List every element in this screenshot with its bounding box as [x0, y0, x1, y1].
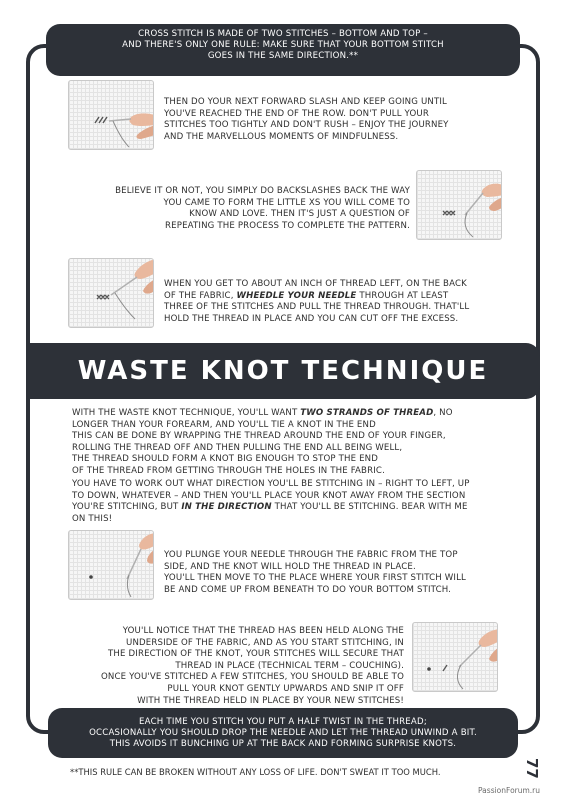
step5-line: PULL YOUR KNOT GENTLY UPWARDS AND SNIP IT OFF	[167, 683, 404, 694]
needle-and-hand-illustration	[69, 259, 154, 328]
intro2-line: TO DOWN, WHATEVER – AND THEN YOU'LL PLACE YOUR KNOT AWAY FROM THE SECTION	[72, 490, 466, 501]
step4-line: SIDE, AND THE KNOT WILL HOLD THE THREAD IN PLACE.	[164, 561, 416, 572]
step1-line: AND THE MARVELLOUS MOMENTS OF MINDFULNESS.	[164, 131, 399, 142]
step5-line: UNDERSIDE OF THE FABRIC, AND AS YOU START STITCHING, IN	[126, 637, 404, 648]
bottom-banner	[48, 708, 518, 758]
intro1-line	[72, 408, 453, 420]
intro-paragraph-1	[72, 408, 453, 478]
intro-paragraph-2	[72, 479, 470, 525]
needle-and-hand-illustration	[69, 81, 154, 150]
page-number: 77	[523, 758, 541, 779]
step3-line: WHEN YOU GET TO ABOUT AN INCH OF THREAD LEFT, ON THE BACK	[164, 279, 467, 289]
step2-line: YOU CAME TO FORM THE LITTLE XS YOU WILL COME TO	[163, 197, 410, 208]
step5-text	[74, 626, 404, 707]
step3-line	[164, 291, 469, 303]
intro2-line: ON THIS!	[72, 513, 113, 524]
intro2-line	[72, 502, 470, 514]
top-banner-line: GOES IN THE SAME DIRECTION.**	[207, 51, 359, 61]
step4-text	[164, 550, 466, 596]
step2-line: BELIEVE IT OR NOT, YOU SIMPLY DO BACKSLASHES BACK THE WAY	[115, 186, 410, 196]
top-banner-line: CROSS STITCH IS MADE OF TWO STITCHES – BOTTOM AND TOP –	[138, 29, 428, 39]
intro1-line: ROLLING THE THREAD OFF AND THEN PULLING THE END ALL BEING WELL,	[72, 442, 403, 453]
intro1-line: OF THE THREAD FROM GETTING THROUGH THE HOLES IN THE FABRIC.	[72, 465, 385, 476]
top-banner	[46, 24, 520, 76]
intro1-line: LONGER THAN YOUR FOREARM, AND YOU'LL TIE A KNOT IN THE END	[72, 419, 376, 430]
step2-line: REPEATING THE PROCESS TO COMPLETE THE PATTERN.	[165, 220, 410, 231]
top-banner-line: AND THERE'S ONLY ONE RULE: MAKE SURE THAT YOUR BOTTOM STITCH	[122, 40, 444, 50]
bottom-banner-line: THIS AVOIDS IT BUNCHING UP AT THE BACK AND FORMING SURPRISE KNOTS.	[109, 739, 457, 749]
step5-line: THREAD IN PLACE (TECHNICAL TERM – COUCHING).	[175, 660, 404, 671]
step3-line-start: OF THE FABRIC,	[164, 290, 237, 301]
step5-line: THE DIRECTION OF THE KNOT, YOUR STITCHES WILL SECURE THAT	[108, 649, 404, 660]
intro1-line: THIS CAN BE DONE BY WRAPPING THE THREAD AROUND THE END OF YOUR FINGER,	[72, 431, 446, 442]
step5-line: ONCE YOU'VE STITCHED A FEW STITCHES, YOU SHOULD BE ABLE TO	[101, 672, 404, 683]
step1-text	[164, 97, 449, 143]
step1-line: STITCHES TOO TIGHTLY AND DON'T RUSH – ENJOY THE JOURNEY	[164, 120, 449, 131]
step3-line: HOLD THE THREAD IN PLACE AND YOU CAN CUT OFF THE EXCESS.	[164, 313, 459, 324]
intro1-line-start: WITH THE WASTE KNOT TECHNIQUE, YOU'LL WANT	[72, 408, 301, 418]
step3-line-end: THROUGH AT LEAST	[356, 290, 449, 301]
bottom-banner-line: EACH TIME YOU STITCH YOU PUT A HALF TWIST IN THE THREAD;	[139, 717, 427, 727]
step1-line: YOU'VE REACHED THE END OF THE ROW. DON'T PULL YOUR	[164, 108, 429, 119]
intro1-line-end: , NO	[433, 408, 453, 418]
intro2-emphasis: IN THE DIRECTION	[181, 502, 272, 513]
step2-photo	[416, 170, 502, 240]
step3-text	[164, 279, 469, 325]
needle-and-hand-illustration	[69, 531, 154, 600]
step4-line: BE AND COME UP FROM BENEATH TO DO YOUR BOTTOM STITCH.	[164, 584, 452, 595]
footnote: **THIS RULE CAN BE BROKEN WITHOUT ANY LOSS OF LIFE. DON'T SWEAT IT TOO MUCH.	[70, 767, 441, 777]
step2-line: KNOW AND LOVE. THEN IT'S JUST A QUESTION OF	[189, 209, 410, 220]
step5-line: WITH THE THREAD HELD IN PLACE BY YOUR NEW STITCHES!	[137, 695, 404, 706]
intro1-emphasis: TWO STRANDS OF THREAD	[300, 408, 434, 418]
step3-emphasis: WHEEDLE YOUR NEEDLE	[236, 290, 357, 301]
intro2-line-start: YOU'RE STITCHING, BUT	[72, 502, 182, 513]
intro2-line-end: THAT YOU'LL BE STITCHING. BEAR WITH ME	[271, 502, 468, 513]
step5-line: YOU'LL NOTICE THAT THE THREAD HAS BEEN HELD ALONG THE	[122, 626, 404, 636]
step2-text	[84, 186, 410, 232]
bottom-banner-line: OCCASIONALLY YOU SHOULD DROP THE NEEDLE AND LET THE THREAD UNWIND A BIT.	[89, 728, 477, 738]
step4-line: YOU PLUNGE YOUR NEEDLE THROUGH THE FABRIC FROM THE TOP	[164, 550, 458, 560]
step3-line: THREE OF THE STITCHES AND PULL THE THREAD THROUGH. THAT'LL	[164, 302, 470, 313]
step1-photo	[68, 80, 154, 150]
intro2-line: YOU HAVE TO WORK OUT WHAT DIRECTION YOU'LL BE STITCHING IN – RIGHT TO LEFT, UP	[72, 479, 470, 489]
section-heading: WASTE KNOT TECHNIQUE	[77, 356, 489, 386]
intro1-line: THE THREAD SHOULD FORM A KNOT BIG ENOUGH TO STOP THE END	[72, 454, 379, 465]
step4-line: YOU'LL THEN MOVE TO THE PLACE WHERE YOUR FIRST STITCH WILL	[164, 573, 466, 584]
step5-photo	[412, 622, 498, 692]
step3-photo	[68, 258, 154, 328]
step1-line: THEN DO YOUR NEXT FORWARD SLASH AND KEEP GOING UNTIL	[164, 97, 447, 107]
needle-and-hand-illustration	[413, 623, 498, 692]
watermark: PassionForum.ru	[478, 786, 541, 795]
needle-and-hand-illustration	[417, 171, 502, 240]
step4-photo	[68, 530, 154, 600]
